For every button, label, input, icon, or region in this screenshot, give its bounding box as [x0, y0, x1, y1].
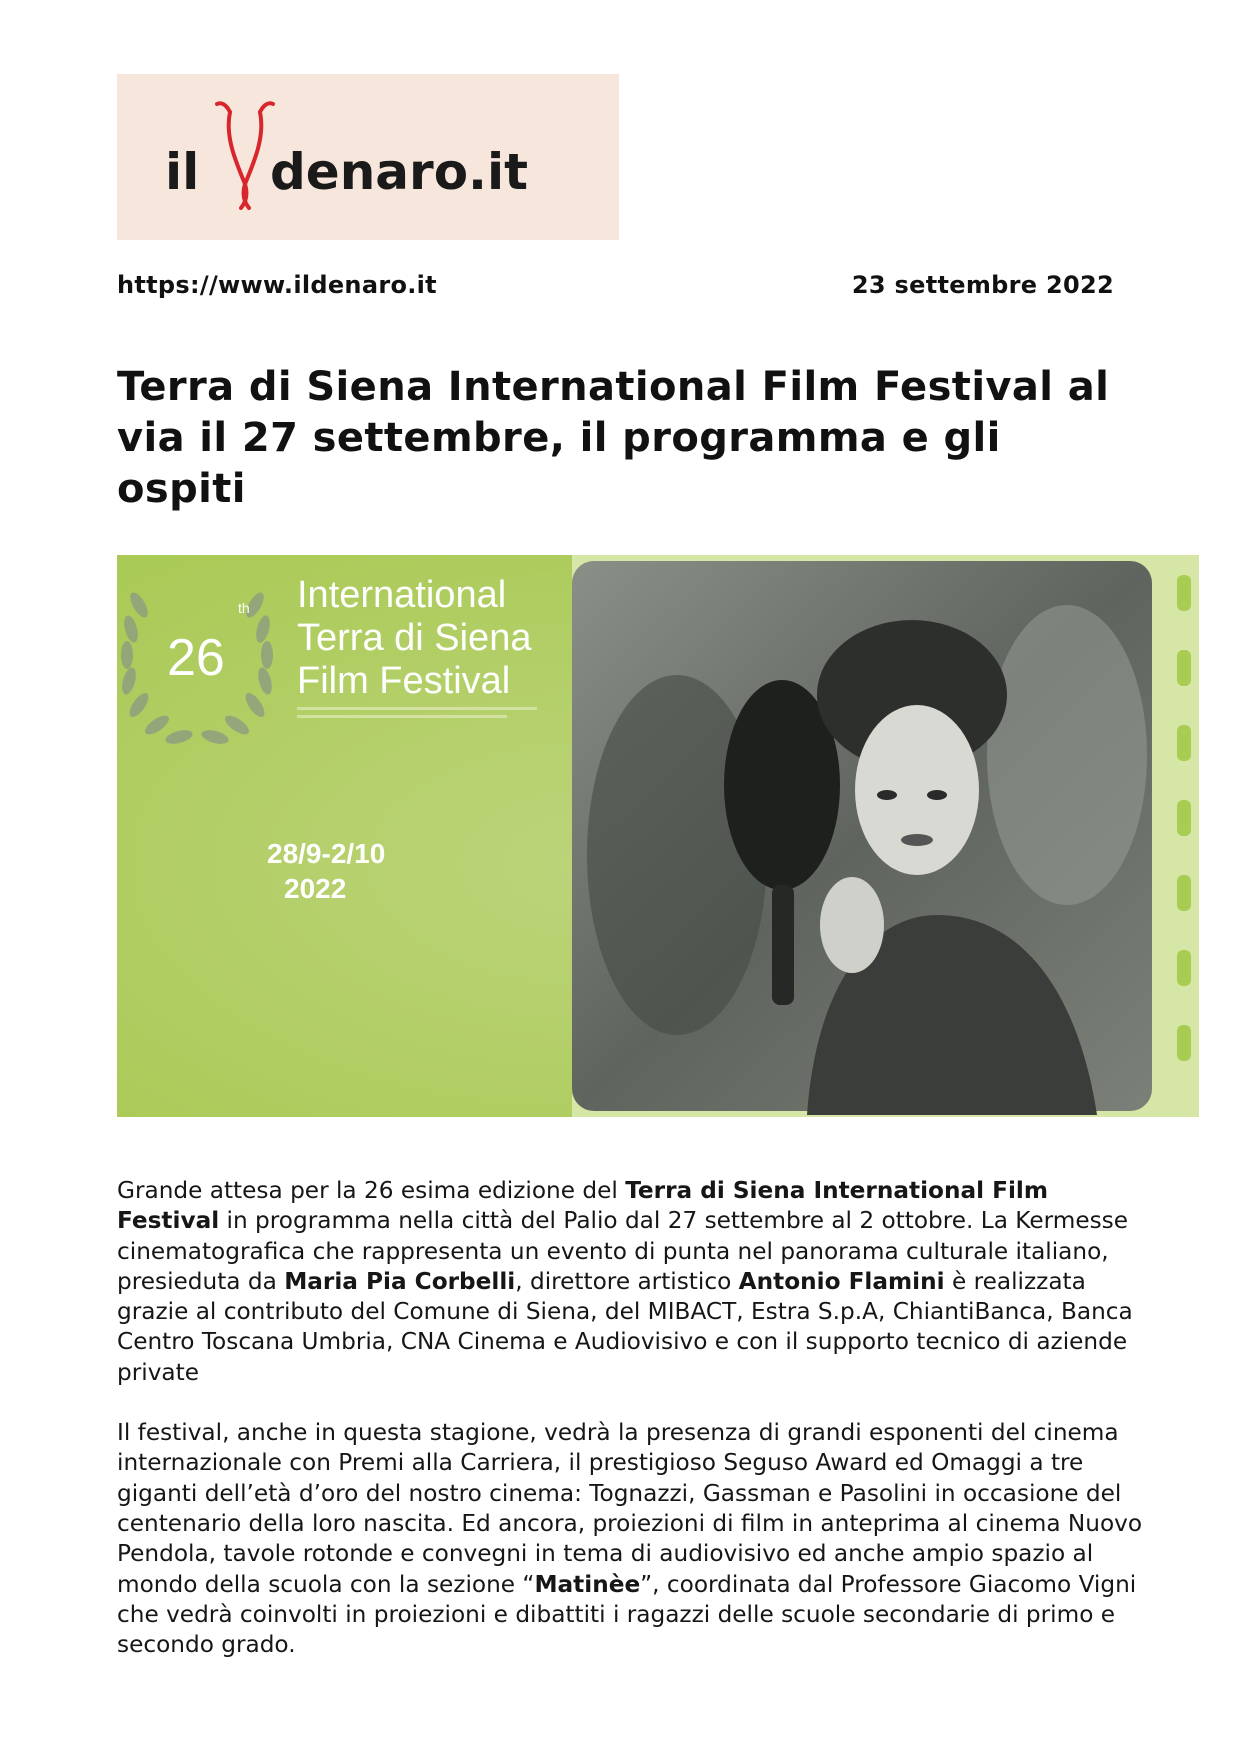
banner-line-3: Film Festival — [297, 660, 511, 702]
article-body — [117, 1176, 1157, 1690]
logo-text-il: il — [165, 143, 200, 201]
paragraph-text: ”, coordinata dal Professore Giacomo Vigni che vedrà coinvolti in proiezioni e dibattiti i ragazzi delle scuole secondarie di primo e secondo grado. — [117, 1570, 1137, 1659]
article-title: Terra di Siena International Film Festival al via il 27 settembre, il programma e gli ospiti — [117, 364, 1110, 512]
section-name: Matinèe — [534, 1570, 641, 1598]
edition-suffix: th — [238, 600, 250, 616]
director-name: Antonio Flamini — [738, 1267, 945, 1295]
banner-line-1: International — [297, 574, 507, 616]
small-print-line — [297, 707, 537, 710]
site-logo — [117, 74, 619, 240]
article-paragraph — [117, 1418, 1157, 1660]
source-url: https://www.ildenaro.it — [117, 271, 437, 299]
festival-year: 2022 — [284, 873, 347, 904]
film-still-photo — [572, 561, 1152, 1115]
festival-banner-image — [117, 555, 1199, 1117]
publication-date: 23 settembre 2022 — [851, 271, 1114, 299]
paragraph-text: , direttore artistico — [515, 1267, 739, 1295]
edition-number: 26 — [167, 629, 225, 687]
logo-text-denaro: denaro.it — [270, 143, 529, 201]
festival-dates: 28/9-2/10 — [267, 838, 386, 869]
small-print-line — [297, 715, 507, 718]
paragraph-text: Grande attesa per la 26 esima edizione del — [117, 1177, 626, 1204]
president-name: Maria Pia Corbelli — [284, 1267, 516, 1295]
paragraph-text: Il festival, anche in questa stagione, vedrà la presenza di grandi esponenti del cinema internazionale con Premi alla Carriera, il prestigioso Seguso Award ed Omaggi a tre giganti dell’età d’oro del nostro cinema: Tognazzi, Gassman e Pasolini in occasione del centenario della loro nascita. Ed ancora, proiezioni di film in anteprima al cinema Nuovo Pendola, tavole rotonde e convegni in tema di audiovisivo ed anche ampio spazio al mondo della scuola con la sezione “ — [117, 1419, 1143, 1598]
banner-line-2: Terra di Siena — [297, 617, 532, 659]
festival-name: Terra di Siena International Film Festival — [117, 1177, 1049, 1235]
article-paragraph — [117, 1176, 1157, 1388]
paragraph-text: è realizzata grazie al contributo del Comune di Siena, del MIBACT, Estra S.p.A, ChiantiBanca, Banca Centro Toscana Umbria, CNA Cinema e Audiovisivo e con il supporto tecnico di aziende private — [117, 1267, 1133, 1386]
paragraph-text: in programma nella città del Palio dal 27 settembre al 2 ottobre. La Kermesse cinematografica che rappresenta un evento di punta nel panorama culturale italiano, presieduta da — [117, 1207, 1129, 1295]
